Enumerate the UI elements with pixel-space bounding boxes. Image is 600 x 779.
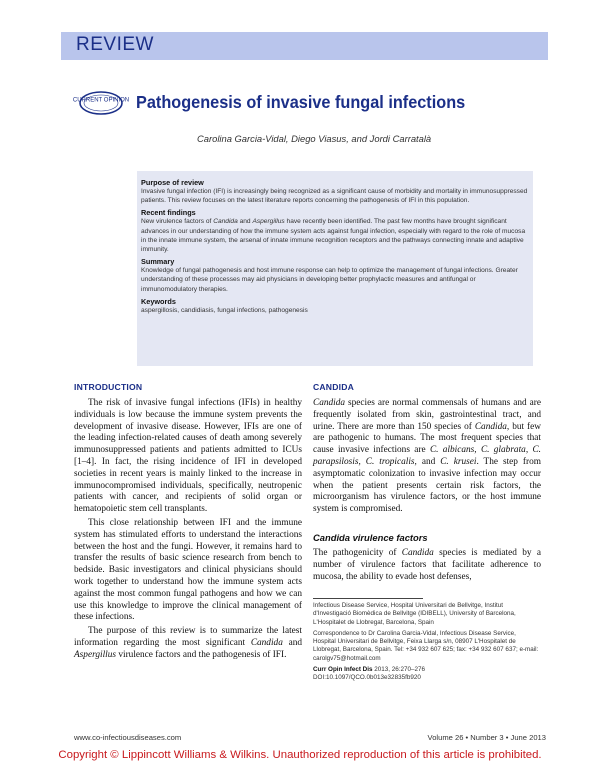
candida-paragraph-2: The pathogenicity of Candida species is mediated by a number of virulence factors that facilitate adherence to mucosa, the ability to evade host defenses, [313, 547, 541, 582]
copyright-notice: Copyright © Lippincott Williams & Wilkins. Unauthorized reproduction of this article is prohibited. [58, 749, 542, 761]
introduction-paragraph-1: The risk of invasive fungal infections (IFIs) in healthy individuals is low because the immune system prevents the development of invasive disease. However, IFIs are one of the leading infection-related causes of death among severely immunosuppressed patients and patients admitted to ICUs [1–4]. In fact, the rising incidence of IFI in developed societies in recent years is mainly linked to the increase in immunocompromised individuals, specifically, neutropenic patients with cancer, and recipients of solid organ or hematopoietic stem cell transplants. [74, 398, 302, 515]
abstract-keywords-text: aspergillosis, candidiasis, fungal infections, pathogenesis [141, 306, 308, 314]
abstract-content [141, 176, 530, 318]
abstract-findings-text: New virulence factors of Candida and Aspergillus have recently been identified. The past few months have brought significant advances in our understanding of how the immune system acts against fungal infection, especially with regard to the role of mucosa in the innate immune system, the arsenal of innate immune recognition receptors and the pathways connecting innate and adaptive immunity. [141, 218, 526, 254]
issue-info: Volume 26 • Number 3 • June 2013 [427, 733, 546, 742]
affiliation-citation: Curr Opin Infect Dis 2013, 26:270–276 DOI:10.1097/QCO.0b013e32835fb920 [313, 666, 426, 682]
introduction-heading: INTRODUCTION [74, 382, 143, 392]
abstract-purpose-heading: Purpose of review [141, 178, 204, 187]
candida-heading: CANDIDA [313, 382, 355, 392]
article-authors: Carolina Garcia-Vidal, Diego Viasus, and Jordi Carratalà [197, 133, 432, 144]
introduction-column [74, 382, 302, 662]
abstract-purpose-text: Invasive fungal infection (IFI) is increasingly being recognized as a significant cause of morbidity and mortality in immunosuppressed patients. This review focuses on the latest literature reports concerning the pathogenesis of IFI in this population. [141, 188, 528, 205]
journal-url[interactable]: www.co-infectiousdiseases.com [74, 733, 182, 742]
candida-column [313, 382, 541, 583]
introduction-paragraph-2: This close relationship between IFI and the immune system has stimulated efforts to understand the interactions between the host and the fungi. However, it remains hard to transfer the results of basic science research from bench to bedside. Basic investigators and clinical physicians should work together to understand how the immune system acts against the most common fungal pathogens and how we can use this knowledge to improve the clinical management of these infections. [74, 517, 302, 623]
article-title: Pathogenesis of invasive fungal infections [136, 92, 466, 112]
affiliation-block [313, 602, 539, 686]
abstract-summary-text: Knowledge of fungal pathogenesis and host immune response can help to optimize the management of fungal infections. Greater understanding of these processes may aid physicians in developing better prophylactic measures and antifungal or immunomodulatory therapies. [141, 267, 518, 293]
abstract-summary-heading: Summary [141, 257, 175, 267]
affiliation-correspondence: Correspondence to Dr Carolina Garcia-Vidal, Infectious Disease Service, Hospital Universitari de Bellvitge, Feixa Llarga s/n, 08907 L'Hospitalet de Llobregat, Barcelona, Spain. Tel: +34 932 607 625; fax: +34 932 607 637; e-mail: carolgv75@hotmail.com [313, 629, 539, 662]
logo-text: CURRENT OPINION [72, 97, 130, 104]
current-opinion-logo [72, 90, 130, 116]
introduction-paragraph-3: The purpose of this review is to summarize the latest information regarding the most significant Candida and Aspergillus virulence factors and the pathogenesis of IFI. [74, 626, 302, 660]
abstract-findings-heading: Recent findings [141, 208, 196, 218]
affiliation-institution: Infectious Disease Service, Hospital Universitari de Bellvitge, Institut d'Investigació Biomèdica de Bellvitge (IDIBELL), University of Barcelona, L'Hospitalet de Llobregat, Barcelona, Spain [313, 602, 516, 626]
abstract-keywords-heading: Keywords [141, 296, 176, 306]
candida-paragraph-1: Candida species are normal commensals of humans and are frequently isolated from skin, gastrointestinal tract, and urine. There are more than 150 species of Candida, but few are pathogenic to humans. The most frequent species that cause invasive infections are C. albicans, C. glabrata, C. parapsilosis, C. tropicalis, and C. krusei. The step from asymptomatic colonization to invasive infection may occur when the patient presents certain risk factors, the microorganism has virulence factors, or the host immune system is compromised. [313, 398, 541, 515]
section-label: REVIEW [76, 34, 154, 55]
candida-virulence-subheading: Candida virulence factors [313, 531, 428, 543]
affiliation-divider [313, 598, 423, 599]
